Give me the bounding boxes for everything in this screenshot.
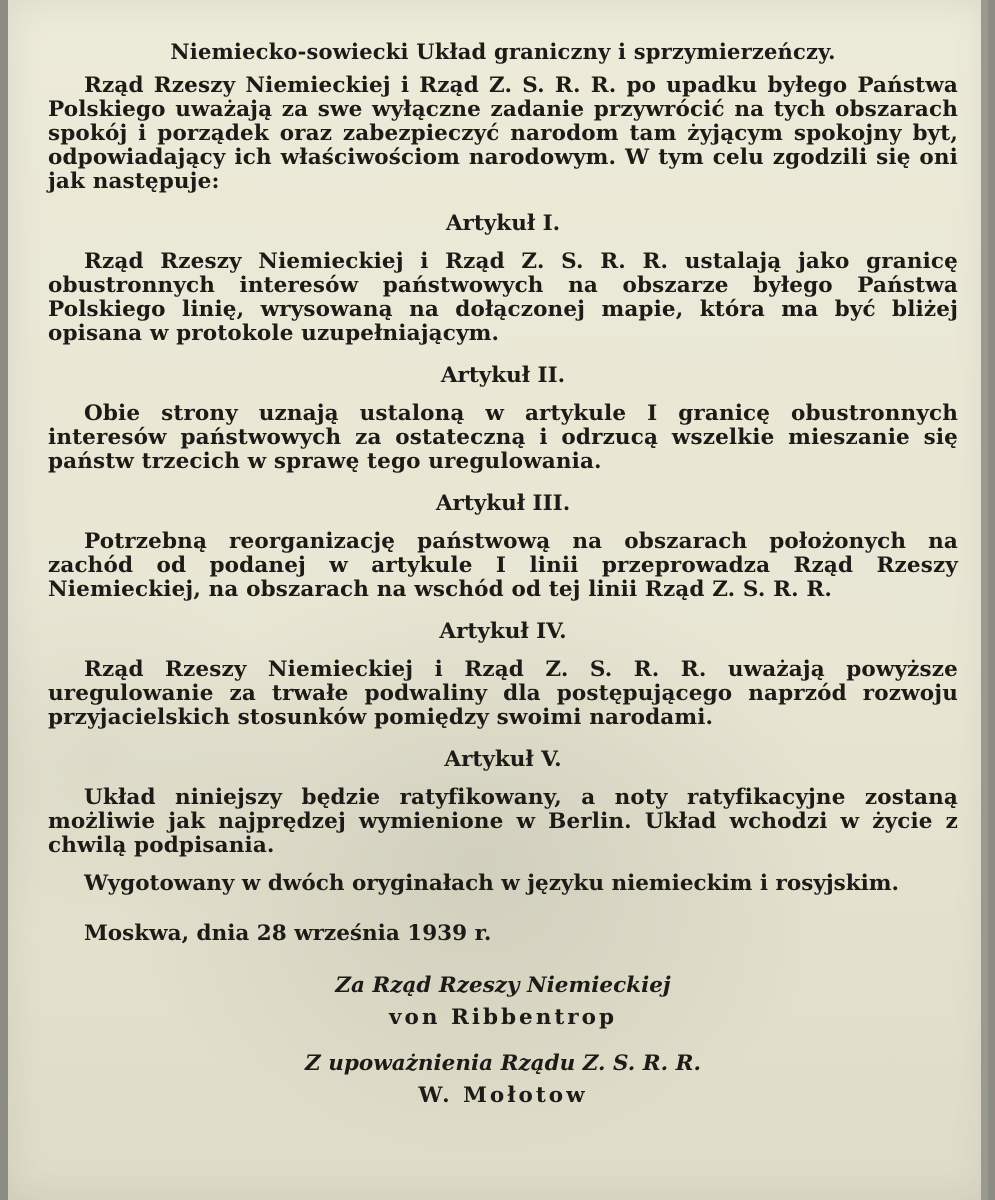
- article-1-heading: Artykuł I.: [445, 211, 561, 236]
- article-2-heading: Artykuł II.: [440, 363, 566, 388]
- article-2-text: Obie strony uznają ustaloną w artykule I granicę obustronnych interesów państwowych za ostateczną i odrzucą wszelkie mieszanie się państw trzecich w sprawę tego uregulowania.: [48, 401, 958, 474]
- article-4-text: Rząd Rzeszy Niemieckiej i Rząd Z. S. R. R. uważają powyższe uregulowanie za trwałe podwaliny dla postępującego naprzód rozwoju przyjacielskich stosunków pomiędzy swoimi narodami.: [48, 657, 958, 730]
- signature-germany: [48, 974, 958, 1030]
- signature-ussr-name: W. Mołotow: [418, 1083, 588, 1108]
- page-edge: [981, 0, 988, 1200]
- languages-note: Wygotowany w dwóch oryginałach w języku niemieckim i rosyjskim.: [84, 871, 900, 896]
- document-title: Niemiecko-sowiecki Układ graniczny i sprzymierzeńczy.: [170, 39, 836, 64]
- article-4-heading: Artykuł IV.: [439, 619, 567, 644]
- signature-ussr: [48, 1052, 958, 1108]
- article-3-heading: Artykuł III.: [435, 491, 571, 516]
- article-5-heading: Artykuł V.: [444, 747, 562, 772]
- preamble: Rząd Rzeszy Niemieckiej i Rząd Z. S. R. R. po upadku byłego Państwa Polskiego uważają za swe wyłączne zadanie przywrócić na tych obszarach spokój i porządek oraz zabezpieczyć narodom tam żyjącym spokojny byt, odpowiadający ich właściwościom narodowym. W tym celu zgodzili się oni jak następuje:: [48, 73, 958, 194]
- article-5-text: Układ niniejszy będzie ratyfikowany, a noty ratyfikacyjne zostaną możliwie jak najprędzej wymienione w Berlin. Układ wchodzi w życie z chwilą podpisania.: [48, 785, 958, 858]
- signature-germany-role: Za Rząd Rzeszy Niemieckiej: [335, 973, 671, 998]
- document-text: [48, 40, 958, 1108]
- document-page: [8, 0, 988, 1200]
- signature-germany-name: von Ribbentrop: [389, 1005, 617, 1030]
- article-3-text: Potrzebną reorganizację państwową na obszarach położonych na zachód od podanej w artykule I linii przeprowadza Rząd Rzeszy Niemieckiej, na obszarach na wschód od tej linii Rząd Z. S. R. R.: [48, 529, 958, 602]
- signature-ussr-role: Z upoważnienia Rządu Z. S. R. R.: [305, 1051, 701, 1076]
- article-1-text: Rząd Rzeszy Niemieckiej i Rząd Z. S. R. R. ustalają jako granicę obustronnych interesów państwowych na obszarze byłego Państwa Polskiego linię, wrysowaną na dołączonej mapie, która ma być bliżej opisana w protokole uzupełniającym.: [48, 249, 958, 346]
- place-date: Moskwa, dnia 28 września 1939 r.: [84, 921, 492, 946]
